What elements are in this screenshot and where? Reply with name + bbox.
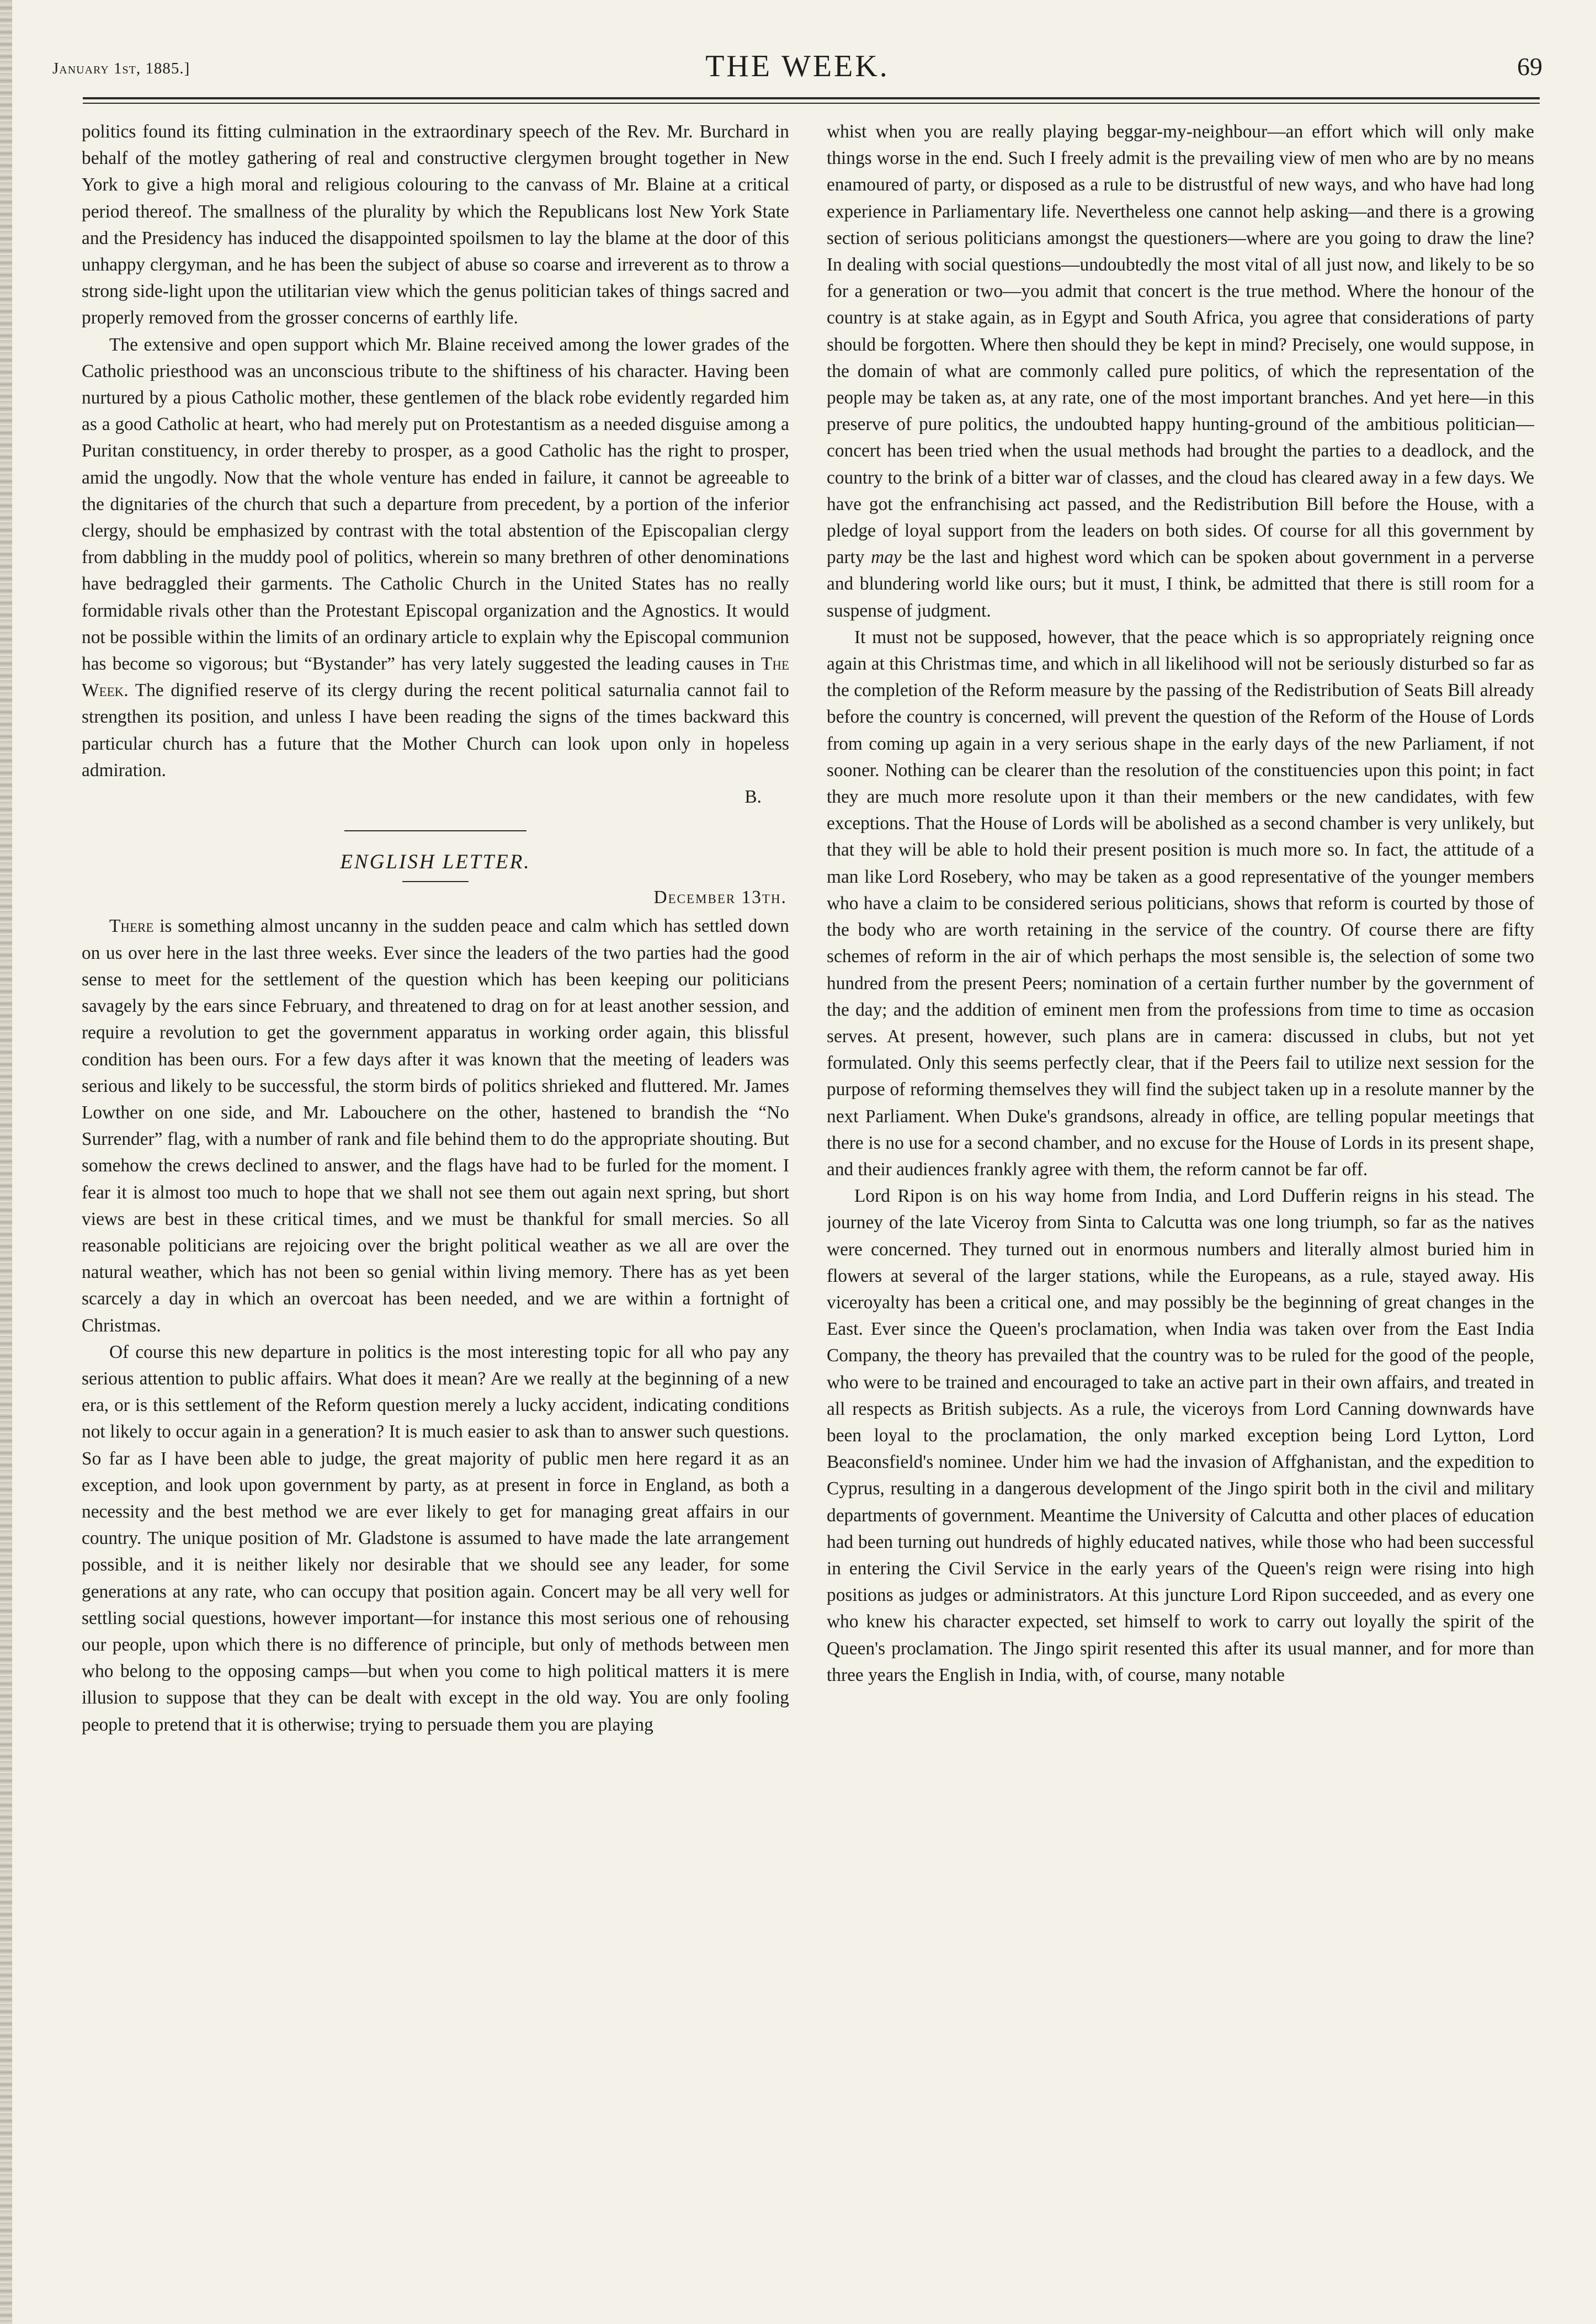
- header-rule-thin: [83, 103, 1540, 104]
- issue-date: January 1st, 1885.]: [52, 60, 190, 77]
- author-signature: B.: [744, 787, 762, 808]
- article-paragraph: [82, 332, 789, 784]
- right-column: [827, 119, 1534, 2305]
- article-paragraph: It must not be supposed, however, that the peace which is so appropriately reigning once again at this Christmas time, and which in all likelihood will not be seriously disturbed so far as the completion of the Reform measure by the passing of the Redistribution of Seats Bill already before the country is concerned, will prevent the question of the Reform of the House of Lords from coming up again in a very serious shape in the early days of the new Parliament, if not sooner. Nothing can be clearer than the resolution of the constituencies upon this point; in fact they are much more resolute upon it than their members or the new candidates, with few exceptions. That the House of Lords will be abolished as a second chamber is very unlikely, but that they will be able to hold their present position is much more so. In fact, the attitude of a man like Lord Rosebery, who may be taken as a good representative of the younger members who have a claim to be considered serious politicians, shows that reform is courted by those of the body who are worth retaining in the service of the country. Of course there are fifty schemes of reform in the air of which perhaps the most sensible is, the selection of some two hundred from the present Peers; nomination of a certain further number by the government of the day; and the addition of eminent men from the professions from time to time as occasion serves. At present, however, such plans are in camera: discussed in clubs, but not yet formulated. Only this seems perfectly clear, that if the Peers fail to utilize next session for the purpose of reforming themselves they will find the subject taken up in a resolute manner by the next Parliament. When Duke's grandsons, already in office, are telling popular meetings that there is no use for a second chamber, and no excuse for the House of Lords in its present shape, and their audiences frankly agree with them, the reform cannot be far off.: [827, 627, 1534, 1180]
- article-paragraph: Of course this new departure in politics is the most interesting topic for all who pay any serious attention to public affairs. What does it mean? Are we really at the beginning of a new era, or is this settlement of the Reform question merely a lucky accident, indicating conditions not likely to occur again in a generation? It is much easier to ask than to answer such questions. So far as I have been able to judge, the great majority of public men here regard it as an exception, and look upon government by party, as at present in force in England, as both a necessity and the best method we are ever likely to get for managing great affairs in our country. The unique position of Mr. Gladstone is assumed to have made the late arrangement possible, and it is neither likely nor desirable that we should see any leader, for some generations at any rate, who can occupy that position again. Concert may be all very well for settling social questions, however important—for instance this most serious one of rehousing our people, upon which there is no difference of principle, but only of methods between men who belong to the opposing camps—but when you come to high political matters it is mere illusion to suppose that they can be dealt with except in the old way. You are only fooling people to pretend that it is otherwise; trying to persuade them you are playing: [82, 1341, 789, 1735]
- letter-dateline: December 13th.: [653, 887, 787, 908]
- article-paragraph: politics found its fitting culmination in the extraordinary speech of the Rev. Mr. Burchard in behalf of the motley gathering of real and constructive clergymen brought together in New York to give a high moral and religious colouring to the canvass of Mr. Blaine at a critical period thereof. The smallness of the plurality by which the Republicans lost New York State and the Presidency has induced the disappointed spoilsmen to lay the blame at the door of this unhappy clergyman, and he has been the subject of abuse so coarse and irreverent as to throw a strong side-light upon the utilitarian view which the genus politician takes of things sacred and properly removed from the grosser concerns of earthly life.: [82, 121, 789, 328]
- article-paragraph: [827, 119, 1534, 624]
- paragraph-text: whist when you are really playing beggar-my-neighbour—an effort which will only make things worse in the end. Such I freely admit is the prevailing view of men who are by no means enamoured of party, or disposed as a rule to be distrustful of new ways, and who have had long experience in Parliamentary life. Nevertheless one cannot help asking—and there is a growing section of serious politicians amongst the questioners—where are you going to draw the line? In dealing with social questions—undoubtedly the most vital of all just now, and likely to be so for a generation or two—you admit that concert is the true method. Where the honour of the country is at stake again, as in Egypt and South Africa, you agree that considerations of party should be forgotten. Where then should they be kept in mind? Precisely, one would suppose, in the domain of what are commonly called pure politics, of which the representation of the people may be taken as, at any rate, one of the most important branches. And yet here—in this preserve of pure politics, the undoubted happy hunting-ground of the ambitious politician—concert has been tried when the usual methods had brought the parties to a deadlock, and the country to the brink of a bitter war of classes, and the cloud has cleared away in a few days. We have got the enfranchising act passed, and the Redistribution Bill before the House, with a pledge of loyal support from the leaders on both sides. Of course for all this government by party: [827, 121, 1534, 568]
- lead-word: There: [109, 916, 154, 937]
- paragraph-text: The dignified reserve of its clergy during the recent political saturnalia cannot fail to strengthen its position, and unless I have been reading the signs of the times backward this particular church has a future that the Mother Church can look upon only in hopeless admiration.: [82, 680, 789, 781]
- left-column: [82, 119, 789, 2305]
- binding-edge: [0, 0, 12, 2324]
- paragraph-text: be the last and highest word which can be spoken about government in a perverse and blundering world like ours; but it must, I think, be admitted that there is still room for a suspense of judgment.: [827, 547, 1534, 621]
- masthead-title: THE WEEK.: [705, 49, 890, 83]
- publication-name: The Week.: [82, 654, 789, 701]
- page-header: [52, 49, 1542, 93]
- article-paragraph: [82, 913, 789, 1339]
- section-heading: ENGLISH LETTER.: [340, 851, 531, 874]
- section-divider: [344, 830, 526, 831]
- header-rule-thick: [83, 97, 1540, 99]
- page-number: 69: [1517, 52, 1542, 81]
- heading-rule: [402, 881, 469, 882]
- paragraph-text: is something almost uncanny in the sudden peace and calm which has settled down on us over here in the last three weeks. Ever since the leaders of the two parties had the good sense to meet for the settlement of the question which has been keeping our politicians savagely by the ears since February, and threatened to drag on for at least another session, and require a revolution to get the government apparatus in working order again, this blissful condition has been ours. For a few days after it was known that the meeting of leaders was serious and likely to be successful, the storm birds of politics shrieked and fluttered. Mr. James Lowther on one side, and Mr. Labouchere on the other, hastened to brandish the “No Surrender” flag, with a number of rank and file behind them to do the appropriate shouting. But somehow the crews declined to answer, and the flags have had to be furled for the moment. I fear it is almost too much to hope that we shall not see them out again next spring, but short views are best in these critical times, and we must be thankful for small mercies. So all reasonable politicians are rejoicing over the bright political weather as we all are over the natural weather, which has not been so genial within living memory. There has as yet been scarcely a day in which an overcoat has been needed, and we are within a fortnight of Christmas.: [82, 916, 789, 1336]
- paragraph-text: The extensive and open support which Mr. Blaine received among the lower grades of the Catholic priesthood was an unconscious tribute to the shiftiness of his character. Having been nurtured by a pious Catholic mother, these gentlemen of the black robe evidently regarded him as a good Catholic at heart, who had merely put on Protestantism as a needed disguise among a Puritan constituency, in order thereby to prosper, as a good Catholic has the right to prosper, amid the ungodly. Now that the whole venture has ended in failure, it cannot be agreeable to the dignitaries of the church that such a departure from precedent, by a portion of the inferior clergy, should be emphasized by contrast with the total abstention of the Episcopalian clergy from dabbling in the muddy pool of politics, wherein so many brethren of other denominations have bedraggled their garments. The Catholic Church in the United States has no really formidable rivals other than the Protestant Episcopal organization and the Agnostics. It would not be possible within the limits of an ordinary article to explain why the Episcopal communion has become so vigorous; but “Bystander” has very lately suggested the leading causes in: [82, 334, 789, 675]
- emphasis-word: may: [871, 547, 902, 568]
- article-paragraph: Lord Ripon is on his way home from India, and Lord Dufferin reigns in his stead. The journey of the late Viceroy from Sinta to Calcutta was one long triumph, so far as the natives were concerned. They turned out in enormous numbers and literally almost buried him in flowers at several of the larger stations, while the Europeans, as a rule, stayed away. His viceroyalty has been a critical one, and may possibly be the beginning of great changes in the East. Ever since the Queen's proclamation, when India was taken over from the East India Company, the theory has prevailed that the country was to be ruled for the good of the people, who were to be trained and encouraged to take an active part in their own affairs, and treated in all respects as British subjects. As a rule, the viceroys from Lord Canning downwards have been loyal to the proclamation, the only marked exception being Lord Lytton, Lord Beaconsfield's nominee. Under him we had the invasion of Affghanistan, and the expedition to Cyprus, resulting in a dangerous development of the Jingo spirit both in the civil and military departments of government. Meantime the University of Calcutta and other places of education had been turning out hundreds of highly educated natives, while those who had been successful in entering the Civil Service in the early years of the Queen's reign were rising into high positions as judges or administrators. At this juncture Lord Ripon succeeded, and as every one who knew his character expected, set himself to work to carry out loyally the spirit of the Queen's proclamation. The Jingo spirit resented this after its usual manner, and for more than three years the English in India, with, of course, many notable: [827, 1186, 1534, 1685]
